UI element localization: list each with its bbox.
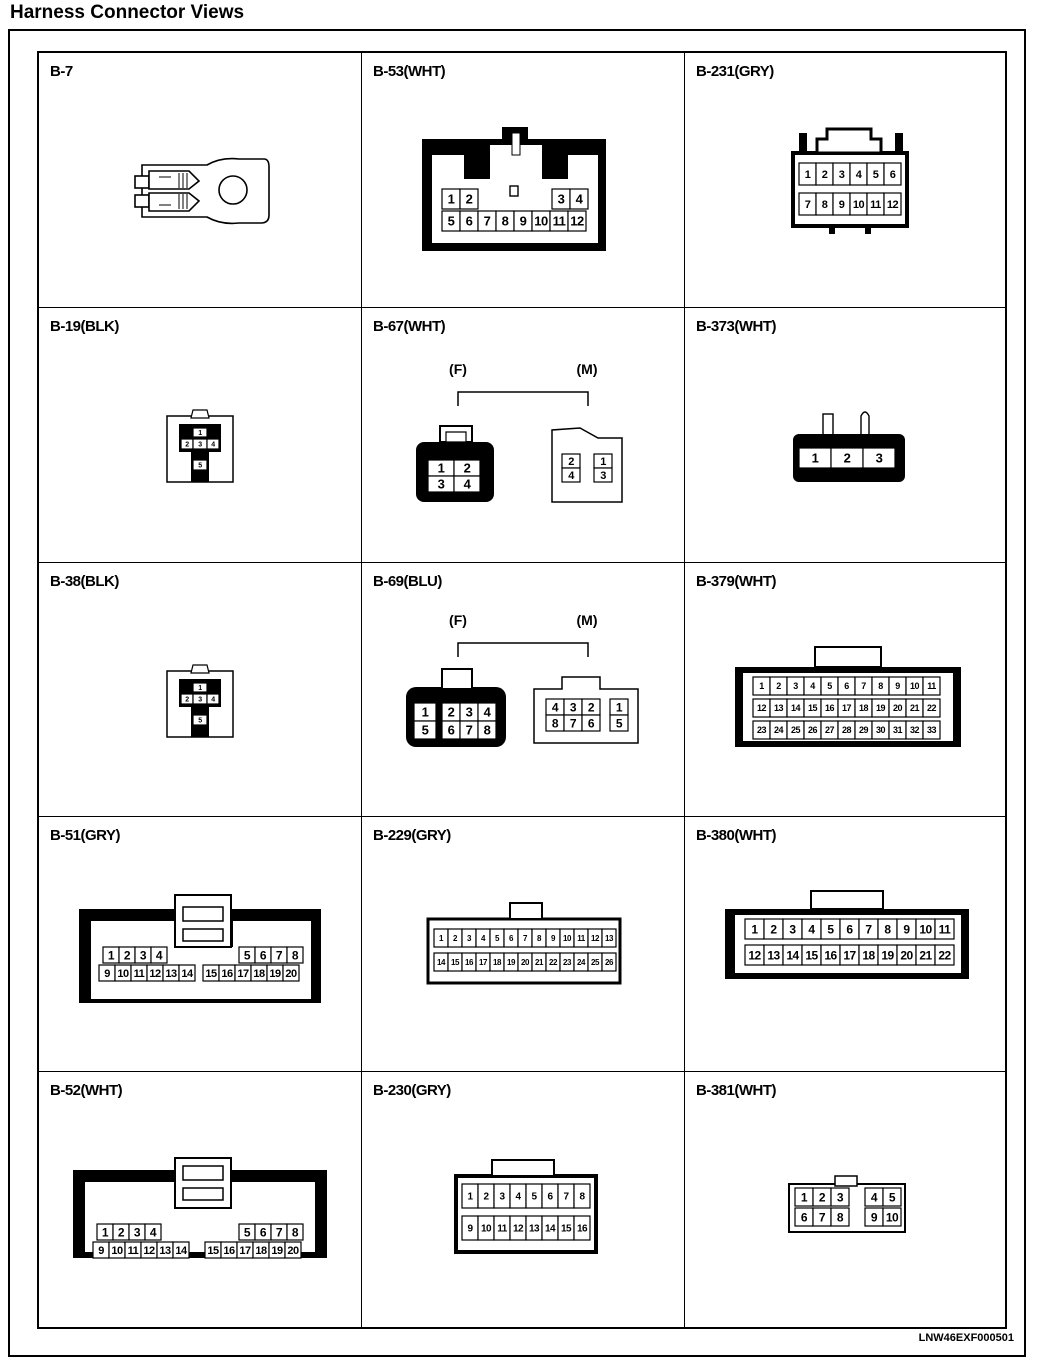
pin-number: 6	[259, 948, 267, 963]
pin-number: 14	[786, 948, 799, 963]
pin-number: 10	[480, 1223, 492, 1235]
pin-number: 11	[552, 213, 566, 229]
pin-number: 11	[870, 198, 881, 211]
pin-number: 21	[535, 958, 543, 968]
pin-number: 16	[824, 948, 837, 963]
pin-number: 8	[551, 715, 559, 730]
pin-number: 3	[557, 191, 565, 207]
pin-number: 1	[198, 684, 202, 692]
pin-number: 9	[98, 1245, 104, 1258]
pin-number: 11	[577, 934, 585, 944]
pin-number: 26	[807, 724, 818, 735]
b379-drawing	[685, 563, 1005, 818]
pin-number: 1	[600, 455, 606, 468]
male-marker: (M)	[576, 611, 598, 628]
b67-drawing	[362, 308, 685, 563]
pin-number: 4	[515, 1191, 521, 1203]
pin-number: 8	[878, 680, 883, 691]
b19-drawing	[39, 308, 362, 563]
pin-number: 5	[495, 934, 499, 944]
pin-number: 10	[534, 213, 548, 229]
pin-number: 16	[223, 1245, 235, 1258]
pin-number: 22	[938, 948, 951, 963]
pin-number: 23	[756, 724, 767, 735]
pin-number: 20	[285, 968, 297, 981]
pin-number: 1	[421, 704, 429, 720]
b69-drawing	[362, 563, 685, 818]
cell-b380	[685, 817, 1005, 1072]
reference-code: LNW46EXF000501	[918, 1332, 1014, 1344]
pin-number: 11	[133, 968, 145, 981]
pin-number: 14	[437, 958, 445, 968]
pin-number: 16	[221, 968, 233, 981]
pin-number: 3	[198, 696, 202, 704]
pin-number: 23	[563, 958, 571, 968]
pin-number: 1	[107, 948, 115, 963]
pin-number: 6	[587, 715, 595, 730]
pin-number: 24	[577, 958, 585, 968]
pin-number: 3	[465, 704, 473, 720]
pin-number: 9	[838, 198, 845, 211]
pin-number: 9	[870, 1210, 878, 1225]
pin-number: 13	[773, 702, 784, 713]
pin-number: 3	[836, 1190, 844, 1205]
pin-number: 2	[123, 948, 131, 963]
connector-label: B-381(WHT)	[696, 1082, 776, 1100]
pin-number: 1	[437, 460, 445, 476]
pin-number: 12	[570, 213, 584, 229]
pin-number: 3	[499, 1191, 505, 1203]
pin-number: 2	[770, 922, 777, 937]
pin-number: 21	[909, 702, 920, 713]
pin-number: 5	[827, 922, 834, 937]
b51-drawing	[39, 817, 362, 1072]
female-marker: (F)	[449, 611, 467, 628]
pin-number: 12	[143, 1245, 155, 1258]
pin-number: 2	[821, 168, 828, 181]
connector-label: B-52(WHT)	[50, 1082, 123, 1100]
pin-number: 3	[437, 476, 445, 492]
pin-number: 3	[600, 469, 606, 482]
pin-number: 1	[751, 922, 758, 937]
pin-number: 17	[239, 1245, 251, 1258]
pin-number: 1	[467, 1191, 473, 1203]
pin-number: 6	[509, 934, 513, 944]
connector-label: B-229(GRY)	[373, 827, 451, 845]
pin-number: 8	[483, 722, 491, 738]
pin-number: 3	[875, 450, 883, 466]
pin-number: 3	[838, 168, 845, 181]
pin-number: 6	[259, 1225, 267, 1240]
pin-number: 16	[465, 958, 473, 968]
pin-number: 1	[759, 680, 764, 691]
pin-number: 15	[207, 1245, 219, 1258]
b231-drawing	[685, 53, 1005, 308]
pin-number: 3	[139, 948, 147, 963]
cell-b229	[362, 817, 685, 1072]
pin-number: 27	[824, 724, 835, 735]
pin-number: 9	[519, 213, 527, 229]
pin-number: 8	[291, 1225, 299, 1240]
connector-label: B-379(WHT)	[696, 572, 776, 590]
pin-number: 4	[870, 1190, 878, 1205]
pin-number: 7	[861, 680, 866, 691]
pin-number: 14	[181, 968, 193, 981]
pin-number: 4	[808, 922, 815, 937]
pin-number: 9	[895, 680, 900, 691]
connector-label: B-69(BLU)	[373, 572, 442, 590]
pin-number: 1	[439, 934, 443, 944]
pin-number: 6	[447, 722, 455, 738]
connector-label: B-230(GRY)	[373, 1082, 451, 1100]
pin-number: 30	[875, 724, 886, 735]
pin-number: 10	[117, 968, 129, 981]
pin-number: 5	[531, 1191, 537, 1203]
pin-number: 4	[463, 476, 471, 492]
pin-number: 29	[858, 724, 869, 735]
pin-number: 12	[748, 948, 761, 963]
pin-number: 8	[821, 198, 828, 211]
pin-number: 1	[101, 1225, 109, 1240]
pin-number: 8	[836, 1210, 844, 1225]
pin-number: 12	[756, 702, 767, 713]
pin-number: 4	[149, 1225, 157, 1240]
pin-number: 17	[841, 702, 852, 713]
pin-number: 15	[805, 948, 818, 963]
pin-number: 5	[243, 948, 251, 963]
pin-number: 13	[159, 1245, 171, 1258]
pin-number: 5	[198, 717, 202, 725]
pin-number: 11	[497, 1223, 507, 1235]
pin-number: 4	[568, 469, 574, 482]
pin-number: 2	[568, 455, 574, 468]
female-marker: (F)	[449, 360, 467, 377]
cell-b381	[685, 1072, 1005, 1327]
cell-b38	[39, 563, 362, 818]
b38-drawing	[39, 563, 362, 818]
pin-number: 4	[551, 699, 559, 714]
pin-number: 7	[465, 722, 473, 738]
pin-number: 19	[881, 948, 894, 963]
pin-number: 10	[111, 1245, 123, 1258]
pin-number: 9	[903, 922, 910, 937]
pin-number: 19	[269, 968, 281, 981]
pin-number: 10	[919, 922, 932, 937]
pin-number: 8	[291, 948, 299, 963]
pin-number: 4	[481, 934, 485, 944]
b229-drawing	[362, 817, 685, 1072]
pin-number: 15	[807, 702, 818, 713]
pin-number: 18	[255, 1245, 267, 1258]
pin-number: 13	[528, 1223, 540, 1235]
pin-number: 18	[253, 968, 265, 981]
pin-number: 1	[615, 699, 623, 714]
connector-label: B-38(BLK)	[50, 572, 119, 590]
pin-number: 20	[521, 958, 529, 968]
pin-number: 2	[843, 450, 851, 466]
pin-number: 8	[501, 213, 509, 229]
pin-number: 10	[885, 1210, 899, 1225]
pin-number: 17	[237, 968, 249, 981]
cell-b67	[362, 308, 685, 563]
pin-number: 10	[563, 934, 571, 944]
connector-label: B-53(WHT)	[373, 63, 446, 80]
cell-b53	[362, 53, 685, 308]
pin-number: 14	[175, 1245, 187, 1258]
b52-drawing	[39, 1072, 362, 1327]
pin-number: 4	[575, 191, 583, 207]
pin-number: 20	[900, 948, 913, 963]
pin-number: 5	[615, 715, 623, 730]
b380-drawing	[685, 817, 1005, 1072]
b53-drawing	[362, 53, 685, 308]
pin-number: 8	[579, 1191, 585, 1203]
pin-number: 5	[827, 680, 832, 691]
pin-number: 3	[198, 441, 202, 449]
connector-label: B-7	[50, 63, 73, 80]
pin-number: 6	[547, 1191, 553, 1203]
cell-b373	[685, 308, 1005, 563]
pin-number: 24	[773, 724, 784, 735]
connector-label: B-67(WHT)	[373, 317, 446, 335]
pin-number: 18	[858, 702, 869, 713]
pin-number: 2	[463, 460, 471, 476]
pin-number: 1	[804, 168, 811, 181]
pin-number: 31	[892, 724, 903, 735]
male-marker: (M)	[576, 360, 598, 377]
pin-number: 2	[465, 191, 473, 207]
pin-number: 32	[909, 724, 920, 735]
pin-number: 2	[776, 680, 781, 691]
pin-number: 7	[569, 715, 577, 730]
connector-label: B-231(GRY)	[696, 63, 774, 80]
pin-number: 10	[909, 680, 920, 691]
page-title: Harness Connector Views	[10, 2, 245, 23]
pin-number: 9	[467, 1223, 473, 1235]
b7-drawing	[39, 53, 362, 308]
connector-grid	[37, 51, 1007, 1329]
pin-number: 8	[884, 922, 891, 937]
pin-number: 18	[493, 958, 501, 968]
pin-number: 16	[824, 702, 835, 713]
cell-b231	[685, 53, 1005, 308]
pin-number: 9	[551, 934, 555, 944]
pin-number: 2	[447, 704, 455, 720]
cell-b7	[39, 53, 362, 308]
pin-number: 6	[844, 680, 849, 691]
pin-number: 12	[149, 968, 161, 981]
connector-label: B-51(GRY)	[50, 827, 120, 845]
pin-number: 2	[818, 1190, 826, 1205]
pin-number: 13	[767, 948, 780, 963]
pin-number: 4	[155, 948, 163, 963]
pin-number: 28	[841, 724, 852, 735]
pin-number: 1	[800, 1190, 808, 1205]
b381-drawing	[685, 1072, 1005, 1327]
cell-b379	[685, 563, 1005, 818]
cell-b230	[362, 1072, 685, 1327]
pin-number: 5	[421, 722, 429, 738]
pin-number: 7	[483, 213, 491, 229]
pin-number: 13	[605, 934, 613, 944]
pin-number: 14	[544, 1223, 556, 1235]
cell-b51	[39, 817, 362, 1072]
pin-number: 25	[591, 958, 599, 968]
pin-number: 25	[790, 724, 801, 735]
pin-number: 18	[862, 948, 875, 963]
pin-number: 14	[790, 702, 801, 713]
pin-number: 7	[275, 948, 283, 963]
pin-number: 8	[537, 934, 541, 944]
pin-number: 2	[185, 696, 189, 704]
pin-number: 7	[523, 934, 527, 944]
pin-number: 22	[549, 958, 557, 968]
pin-number: 12	[591, 934, 599, 944]
pin-number: 20	[287, 1245, 299, 1258]
pin-number: 19	[875, 702, 886, 713]
pin-number: 13	[165, 968, 177, 981]
pin-number: 20	[892, 702, 903, 713]
pin-number: 1	[198, 429, 202, 437]
pin-number: 7	[865, 922, 872, 937]
pin-number: 5	[872, 168, 879, 181]
pin-number: 7	[818, 1210, 826, 1225]
pin-number: 21	[919, 948, 932, 963]
pin-number: 22	[926, 702, 937, 713]
pin-number: 12	[512, 1223, 524, 1235]
pin-number: 2	[185, 441, 189, 449]
pin-number: 4	[211, 441, 215, 449]
pin-number: 15	[560, 1223, 572, 1235]
pin-number: 11	[938, 922, 951, 937]
cell-b69	[362, 563, 685, 818]
pin-number: 3	[569, 699, 577, 714]
cell-b52	[39, 1072, 362, 1327]
pin-number: 15	[205, 968, 217, 981]
b373-drawing	[685, 308, 1005, 563]
pin-number: 3	[467, 934, 471, 944]
pin-number: 26	[605, 958, 613, 968]
pin-number: 2	[483, 1191, 489, 1203]
pin-number: 2	[453, 934, 457, 944]
pin-number: 5	[888, 1190, 896, 1205]
pin-number: 33	[926, 724, 937, 735]
pin-number: 7	[563, 1191, 569, 1203]
pin-number: 19	[507, 958, 515, 968]
pin-number: 2	[117, 1225, 125, 1240]
pin-number: 1	[811, 450, 819, 466]
pin-number: 5	[243, 1225, 251, 1240]
pin-number: 5	[198, 462, 202, 470]
pin-number: 6	[465, 213, 473, 229]
connector-label: B-19(BLK)	[50, 317, 119, 335]
pin-number: 4	[483, 704, 491, 720]
b230-drawing	[362, 1072, 685, 1327]
connector-label: B-373(WHT)	[696, 317, 776, 335]
pin-number: 19	[271, 1245, 283, 1258]
pin-number: 10	[852, 198, 865, 211]
pin-number: 17	[479, 958, 487, 968]
pin-number: 11	[127, 1245, 139, 1258]
pin-number: 4	[211, 696, 215, 704]
pin-number: 7	[804, 198, 811, 211]
pin-number: 11	[927, 680, 936, 691]
pin-number: 5	[447, 213, 455, 229]
pin-number: 7	[275, 1225, 283, 1240]
pin-number: 1	[447, 191, 455, 207]
pin-number: 6	[800, 1210, 808, 1225]
pin-number: 2	[587, 699, 595, 714]
pin-number: 6	[846, 922, 853, 937]
pin-number: 9	[104, 968, 110, 981]
pin-number: 4	[810, 680, 815, 691]
cell-b19	[39, 308, 362, 563]
pin-number: 16	[576, 1223, 588, 1235]
pin-number: 4	[855, 168, 862, 181]
pin-number: 3	[133, 1225, 141, 1240]
pin-number: 3	[793, 680, 798, 691]
pin-number: 3	[789, 922, 796, 937]
connector-label: B-380(WHT)	[696, 827, 776, 845]
pin-number: 6	[889, 168, 896, 181]
pin-number: 12	[886, 198, 899, 211]
pin-number: 17	[843, 948, 856, 963]
pin-number: 15	[451, 958, 459, 968]
